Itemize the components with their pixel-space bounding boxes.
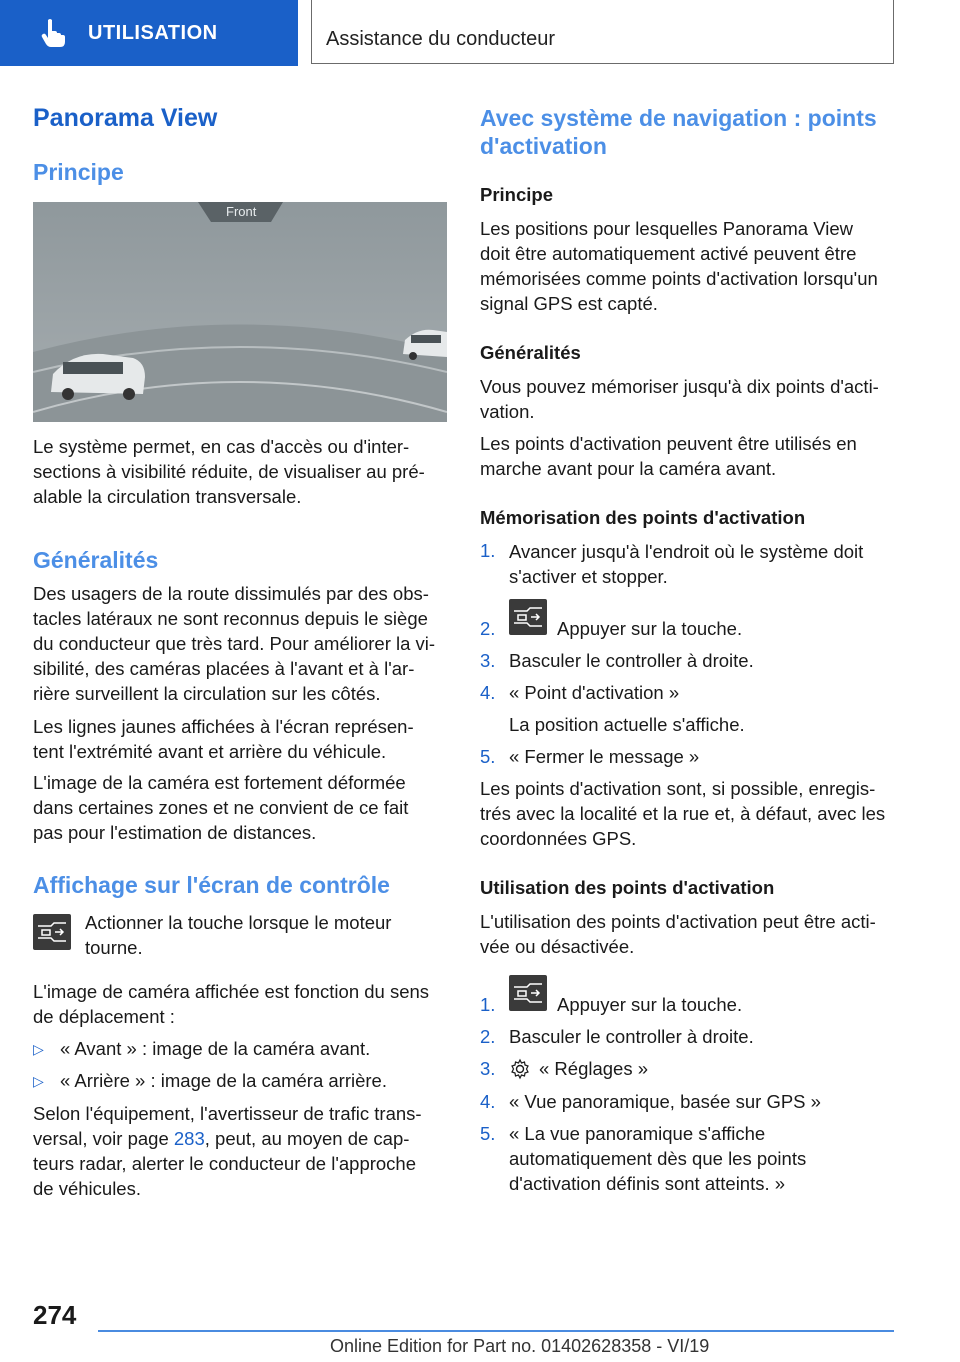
- util-step-1: Appuyer sur la touche.: [557, 994, 743, 1015]
- util-step-number: 2.: [480, 1026, 496, 1047]
- generalites-p2: Les lignes jaunes affichées à l'écran représen‐ tent l'extrémité avant et arrière du véhicule.: [33, 716, 414, 762]
- util-heading: Utilisation des points d'activation: [480, 877, 775, 898]
- util-step-number: 5.: [480, 1123, 496, 1144]
- right-principe-heading: Principe: [480, 184, 553, 205]
- footer-divider: [98, 1330, 894, 1332]
- camera-button-icon: [33, 914, 71, 950]
- affichage-p1: L'image de caméra affichée est fonction du sens de déplacement :: [33, 981, 430, 1027]
- section-label: UTILISATION: [88, 21, 218, 44]
- util-step-number: 1.: [480, 994, 496, 1015]
- section-tab[interactable]: [0, 0, 298, 66]
- util-step-2: Basculer le controller à droite.: [509, 1026, 754, 1047]
- camera-button-icon: [509, 599, 547, 635]
- util-text: L'utilisation des points d'activation peut être acti‐ vée ou désactivée.: [480, 911, 876, 957]
- hand-pointer-icon: [40, 18, 66, 48]
- chapter-box: [311, 0, 894, 64]
- memo-step-4-result: La position actuelle s'affiche.: [509, 714, 745, 735]
- util-step-4: « Vue panoramique, basée sur GPS »: [509, 1091, 821, 1112]
- affichage-icon-text: Actionner la touche lorsque le moteur tourne.: [85, 912, 392, 958]
- memo-step-number: 5.: [480, 746, 496, 767]
- principe-text: Le système permet, en cas d'accès ou d'inter‐ sections à visibilité réduite, de visualiser au pré‐ alable la circulation transversale.: [33, 436, 425, 507]
- edition-note: Online Edition for Part no. 01402628358 - VI/19: [330, 1336, 710, 1356]
- util-step-number: 3.: [480, 1058, 496, 1079]
- bullet-triangle-icon: ▷: [33, 1073, 44, 1089]
- memo-step-number: 3.: [480, 650, 496, 671]
- affichage-heading: Affichage sur l'écran de contrôle: [33, 872, 390, 898]
- page-number: 274: [33, 1300, 77, 1330]
- right-principe-text: Les positions pour lesquelles Panorama View doit être automatiquement activé peuvent être mémorisées comme points d'activation lorsqu'un signal GPS est capté.: [480, 218, 878, 314]
- chapter-title: Assistance du conducteur: [326, 28, 556, 50]
- memo-step-5: « Fermer le message »: [509, 746, 700, 767]
- bullet-arriere: « Arrière » : image de la caméra arrière.: [60, 1070, 387, 1091]
- memo-step-4: « Point d'activation »: [509, 682, 680, 703]
- camera-label: Front: [226, 204, 257, 219]
- bullet-triangle-icon: ▷: [33, 1041, 44, 1057]
- util-step-number: 4.: [480, 1091, 496, 1112]
- memo-step-number: 1.: [480, 540, 496, 561]
- generalites-heading: Généralités: [33, 547, 159, 573]
- generalites-p1: Des usagers de la route dissimulés par des obs‐ tacles latéraux ne sont reconnus depuis le siège du conducteur que très tard. Pour améliorer la vi‐ sibilité, des caméras placées à l'avant et à l'ar‐ rière surveillent la circulation sur les côtés.: [33, 583, 436, 704]
- camera-image: [33, 202, 447, 422]
- principe-heading: Principe: [33, 159, 124, 185]
- right-generalites-p2: Les points d'activation peuvent être utilisés en marche avant pour la caméra avant.: [480, 433, 857, 479]
- util-step-5: « La vue panoramique s'affiche automatiquement dès que les points d'activation définis sont atteints. »: [509, 1123, 807, 1194]
- nav-heading: Avec système de navigation : points d'activation: [480, 105, 877, 159]
- memo-after-text: Les points d'activation sont, si possible, enregis‐ trés avec la localité et la rue et, à défaut, avec les coordonnées GPS.: [480, 778, 886, 849]
- gear-icon: [509, 1058, 531, 1080]
- memo-step-number: 4.: [480, 682, 496, 703]
- generalites-p3: L'image de la caméra est fortement déformée dans certaines zones et ne convient de ce fait pas pour l'estimation de distances.: [33, 772, 409, 843]
- page-title: Panorama View: [33, 104, 218, 132]
- util-step-3: « Réglages »: [539, 1058, 649, 1079]
- memo-step-2: Appuyer sur la touche.: [557, 618, 743, 639]
- page-link[interactable]: 283: [173, 1128, 205, 1149]
- right-generalites-p1: Vous pouvez mémoriser jusqu'à dix points d'acti‐ vation.: [480, 376, 879, 422]
- memo-step-1: Avancer jusqu'à l'endroit où le système doit s'activer et stopper.: [509, 541, 864, 587]
- right-generalites-heading: Généralités: [480, 342, 581, 363]
- camera-button-icon: [509, 975, 547, 1011]
- memo-step-number: 2.: [480, 618, 496, 639]
- bullet-avant: « Avant » : image de la caméra avant.: [60, 1038, 371, 1059]
- memo-heading: Mémorisation des points d'activation: [480, 507, 806, 528]
- memo-step-3: Basculer le controller à droite.: [509, 650, 754, 671]
- selon-paragraph: Selon l'équipement, l'avertisseur de trafic trans‐ versal, voir page 283, peut, au moyen de cap‐ teurs radar, alerter le conducteur de l'approche de véhicules.: [33, 1103, 422, 1199]
